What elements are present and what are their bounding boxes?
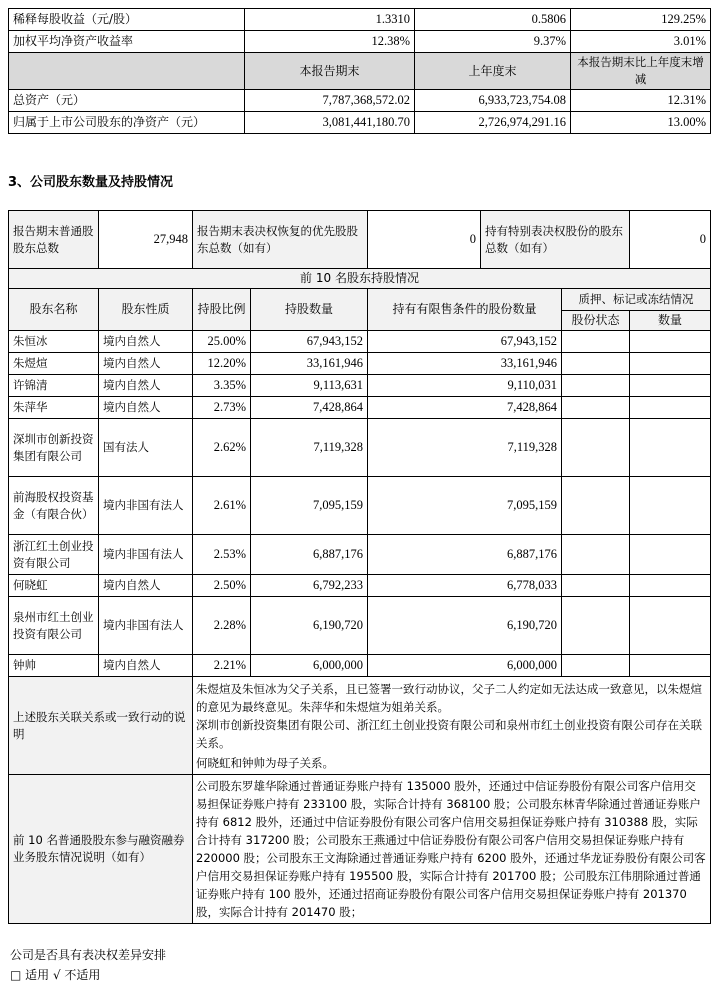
holder-pledge-qty — [630, 575, 711, 597]
header-cell: 上年度末 — [415, 53, 571, 90]
col-ratio: 持股比例 — [193, 289, 251, 331]
table-row — [9, 90, 711, 112]
margin-row — [9, 775, 711, 924]
table-row — [9, 597, 711, 655]
col-restricted: 持有有限售条件的股份数量 — [368, 289, 562, 331]
holder-pledge-qty — [630, 655, 711, 677]
holder-restricted: 7,119,328 — [368, 419, 562, 477]
table-row — [9, 535, 711, 575]
preferred-holders-label: 报告期末表决权恢复的优先股股东总数（如有） — [193, 211, 368, 269]
holder-nature: 国有法人 — [99, 419, 193, 477]
value-cell: 2,726,974,291.16 — [415, 112, 571, 134]
value-cell: 9.37% — [415, 31, 571, 53]
holder-ratio: 2.28% — [193, 597, 251, 655]
holder-quantity: 9,113,631 — [251, 375, 368, 397]
relation-paragraph: 何晓虹和钟帅为母子关系。 — [196, 755, 334, 770]
col-name: 股东名称 — [9, 289, 99, 331]
holder-ratio: 25.00% — [193, 331, 251, 353]
financial-indicators-table — [8, 8, 711, 134]
holder-pledge-qty — [630, 331, 711, 353]
top10-title-row — [9, 269, 711, 289]
special-voting-value: 0 — [630, 211, 711, 269]
holder-ratio: 3.35% — [193, 375, 251, 397]
holder-name: 钟帅 — [9, 655, 99, 677]
table-row — [9, 375, 711, 397]
holder-pledge-qty — [630, 375, 711, 397]
holder-name: 朱恒冰 — [9, 331, 99, 353]
holder-nature: 境内自然人 — [99, 397, 193, 419]
relation-paragraph: 朱煜煊及朱恒冰为父子关系，且已签署一致行动协议，父子二人约定如无法达成一致意见，以朱煜煊的意见为最终意见。朱萍华和朱煜煊为姐弟关系。 — [196, 681, 702, 714]
holder-ratio: 2.61% — [193, 477, 251, 535]
holder-ratio: 2.50% — [193, 575, 251, 597]
value-cell: 12.38% — [245, 31, 415, 53]
holder-quantity: 6,190,720 — [251, 597, 368, 655]
holder-quantity: 67,943,152 — [251, 331, 368, 353]
holder-pledge-status — [562, 397, 630, 419]
row-label: 加权平均净资产收益率 — [9, 31, 245, 53]
holder-nature: 境内自然人 — [99, 375, 193, 397]
row-label: 归属于上市公司股东的净资产（元） — [9, 112, 245, 134]
relation-text — [193, 677, 711, 775]
table-row — [9, 397, 711, 419]
holder-name: 泉州市红土创业投资有限公司 — [9, 597, 99, 655]
row-label: 稀释每股收益（元/股） — [9, 9, 245, 31]
column-header-row — [9, 289, 711, 311]
common-holders-value: 27,948 — [99, 211, 193, 269]
holder-name: 深圳市创新投资集团有限公司 — [9, 419, 99, 477]
table-row — [9, 575, 711, 597]
holder-restricted: 33,161,946 — [368, 353, 562, 375]
holder-quantity: 7,428,864 — [251, 397, 368, 419]
holder-quantity: 33,161,946 — [251, 353, 368, 375]
holder-ratio: 2.21% — [193, 655, 251, 677]
margin-label: 前 10 名普通股股东参与融资融券业务股东情况说明（如有） — [9, 775, 193, 924]
table-row — [9, 31, 711, 53]
table-header-row — [9, 53, 711, 90]
col-pledge: 质押、标记或冻结情况 — [562, 289, 711, 311]
relation-paragraph: 深圳市创新投资集团有限公司、浙江红土创业投资有限公司和泉州市红土创业投资有限公司存在关联关系。 — [196, 717, 702, 750]
holder-pledge-qty — [630, 597, 711, 655]
table-row — [9, 331, 711, 353]
header-cell: 本报告期末比上年度末增减 — [571, 53, 711, 90]
value-cell: 0.5806 — [415, 9, 571, 31]
holder-ratio: 2.62% — [193, 419, 251, 477]
col-quantity: 持股数量 — [251, 289, 368, 331]
holder-nature: 境内非国有法人 — [99, 597, 193, 655]
holder-name: 何晓虹 — [9, 575, 99, 597]
holder-quantity: 6,887,176 — [251, 535, 368, 575]
table-row — [9, 477, 711, 535]
table-row — [9, 9, 711, 31]
margin-text: 公司股东罗雄华除通过普通证券账户持有 135000 股外，还通过中信证券股份有限公司客户信用交易担保证券账户持有 233100 股，实际合计持有 368100 股；公司股东林青华除通过普通证券账户持有 6812 股外，还通过中信证券股份有限公司客户信用交易担保证券账户持有 310388 股，实际合计持有 317200 股；公司股东王燕通过中信证券股份有限公司客户信用交易担保证券账户持有 220000 股；公司股东王文海除通过普通证券账户持有 6200 股外，还通过华龙证券股份有限公司客户信用交易担保证券账户持有 195500 股，实际合计持有 201700 股；公司股东江伟朋除通过普通证券账户持有 100 股外，还通过招商证券股份有限公司客户信用交易担保证券账户持有 201370 股，实际合计持有 201470 股； — [193, 775, 711, 924]
holder-nature: 境内自然人 — [99, 331, 193, 353]
holder-restricted: 67,943,152 — [368, 331, 562, 353]
holder-quantity: 7,119,328 — [251, 419, 368, 477]
holder-pledge-status — [562, 597, 630, 655]
special-voting-label: 持有特别表决权股份的股东总数（如有） — [481, 211, 630, 269]
value-cell: 6,933,723,754.08 — [415, 90, 571, 112]
value-cell: 129.25% — [571, 9, 711, 31]
holder-pledge-status — [562, 655, 630, 677]
col-pledge-status: 股份状态 — [562, 311, 630, 331]
table-row — [9, 655, 711, 677]
holder-pledge-status — [562, 353, 630, 375]
holder-nature: 境内非国有法人 — [99, 535, 193, 575]
col-pledge-qty: 数量 — [630, 311, 711, 331]
value-cell: 1.3310 — [245, 9, 415, 31]
holder-pledge-status — [562, 331, 630, 353]
holder-quantity: 7,095,159 — [251, 477, 368, 535]
value-cell: 7,787,368,572.02 — [245, 90, 415, 112]
holder-pledge-qty — [630, 477, 711, 535]
holder-name: 朱萍华 — [9, 397, 99, 419]
holder-pledge-qty — [630, 397, 711, 419]
holder-restricted: 6,887,176 — [368, 535, 562, 575]
holders-body — [9, 331, 711, 677]
holder-pledge-status — [562, 575, 630, 597]
header-cell: 本报告期末 — [245, 53, 415, 90]
preferred-holders-value: 0 — [368, 211, 481, 269]
voting-rights-question: 公司是否具有表决权差异安排 — [10, 948, 167, 962]
holder-nature: 境内自然人 — [99, 353, 193, 375]
col-nature: 股东性质 — [99, 289, 193, 331]
holder-nature: 境内非国有法人 — [99, 477, 193, 535]
holder-pledge-qty — [630, 535, 711, 575]
top10-title: 前 10 名股东持股情况 — [9, 269, 711, 289]
holder-quantity: 6,000,000 — [251, 655, 368, 677]
holder-pledge-qty — [630, 353, 711, 375]
value-cell: 3,081,441,180.70 — [245, 112, 415, 134]
holder-ratio: 12.20% — [193, 353, 251, 375]
value-cell: 13.00% — [571, 112, 711, 134]
section-title: 3、公司股东数量及持股情况 — [8, 175, 174, 190]
header-blank — [9, 53, 245, 90]
holder-pledge-status — [562, 419, 630, 477]
value-cell: 3.01% — [571, 31, 711, 53]
table-row — [9, 112, 711, 134]
relation-label: 上述股东关联关系或一致行动的说明 — [9, 677, 193, 775]
holder-ratio: 2.73% — [193, 397, 251, 419]
relation-row — [9, 677, 711, 775]
applicability-checkbox: □ 适用 √ 不适用 — [10, 968, 101, 982]
table-row — [9, 353, 711, 375]
holder-name: 朱煜煊 — [9, 353, 99, 375]
holder-name: 浙江红土创业投资有限公司 — [9, 535, 99, 575]
row-label: 总资产（元） — [9, 90, 245, 112]
holder-restricted: 9,110,031 — [368, 375, 562, 397]
table-row — [9, 419, 711, 477]
shareholders-table — [8, 210, 711, 924]
value-cell: 12.31% — [571, 90, 711, 112]
common-holders-label: 报告期末普通股股东总数 — [9, 211, 99, 269]
holder-pledge-qty — [630, 419, 711, 477]
holder-nature: 境内自然人 — [99, 575, 193, 597]
holder-restricted: 7,095,159 — [368, 477, 562, 535]
holder-name: 前海股权投资基金（有限合伙） — [9, 477, 99, 535]
summary-row — [9, 211, 711, 269]
holder-pledge-status — [562, 375, 630, 397]
holder-quantity: 6,792,233 — [251, 575, 368, 597]
holder-restricted: 6,000,000 — [368, 655, 562, 677]
holder-pledge-status — [562, 477, 630, 535]
holder-pledge-status — [562, 535, 630, 575]
holder-name: 许锦清 — [9, 375, 99, 397]
holder-nature: 境内自然人 — [99, 655, 193, 677]
holder-ratio: 2.53% — [193, 535, 251, 575]
holder-restricted: 7,428,864 — [368, 397, 562, 419]
holder-restricted: 6,190,720 — [368, 597, 562, 655]
holder-restricted: 6,778,033 — [368, 575, 562, 597]
